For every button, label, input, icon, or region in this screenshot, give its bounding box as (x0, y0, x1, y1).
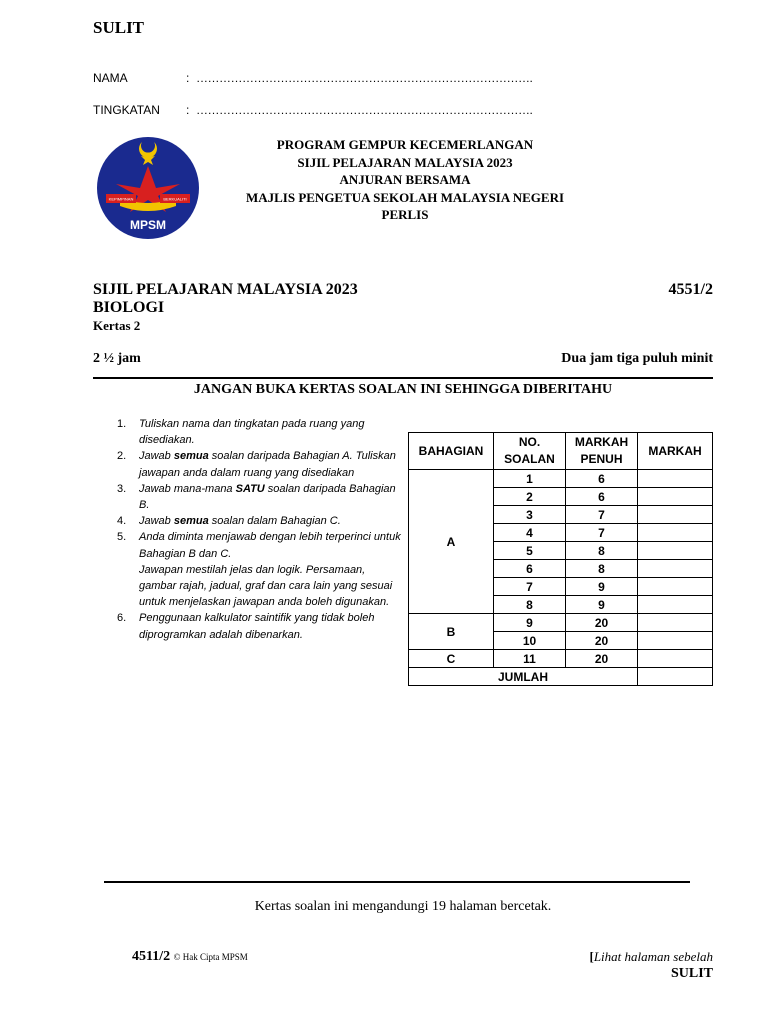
marks-input-cell[interactable] (638, 632, 713, 650)
logo-banner-right: BERKUALITI (163, 196, 187, 202)
instruction-number: 6. (117, 612, 127, 625)
question-number: 6 (494, 560, 566, 578)
program-line: PERLIS (381, 207, 429, 222)
header-markah-penuh (566, 433, 638, 470)
next-page-text: Lihat halaman sebelah (593, 949, 713, 964)
warning-banner: JANGAN BUKA KERTAS SOALAN INI SEHINGGA DIBERITAHU (193, 382, 613, 397)
total-marks-cell[interactable] (638, 668, 713, 686)
full-marks: 7 (566, 506, 638, 524)
instruction-text: Tuliskan nama dan tingkatan pada ruang yang disediakan. (139, 418, 365, 447)
marks-input-cell[interactable] (638, 596, 713, 614)
instruction-emphasis: SATU (235, 482, 265, 495)
next-page-note (589, 949, 713, 965)
question-number: 2 (494, 488, 566, 506)
section-a-cell: A (409, 470, 494, 614)
marks-input-cell[interactable] (638, 542, 713, 560)
question-number: 4 (494, 524, 566, 542)
instruction-number: 3. (117, 482, 127, 495)
marks-table (408, 432, 713, 686)
header-markah: MARKAH (638, 433, 713, 470)
full-marks: 20 (566, 632, 638, 650)
instruction-item (117, 448, 402, 480)
table-row (409, 614, 713, 632)
form-field-colon: : (186, 103, 190, 117)
marks-input-cell[interactable] (638, 470, 713, 488)
total-label: JUMLAH (409, 668, 638, 686)
full-marks: 20 (566, 614, 638, 632)
question-number: 11 (494, 650, 566, 668)
divider-line (93, 377, 713, 379)
name-field-blank[interactable]: ……………………………………………………………………………. (196, 71, 533, 85)
exam-duration-words: Dua jam tiga puluh minit (561, 351, 713, 366)
form-field-blank[interactable]: ……………………………………………………………………………. (196, 103, 533, 117)
header-text: MARKAH (574, 435, 629, 449)
instruction-text: Jawab mana-mana (139, 482, 236, 495)
logo-acronym: MPSM (130, 218, 166, 232)
question-number: 8 (494, 596, 566, 614)
program-line: ANJURAN BERSAMA (339, 172, 471, 187)
instruction-text: soalan dalam Bahagian C. (208, 515, 341, 528)
next-page-bracket: [ (589, 949, 594, 964)
marks-input-cell[interactable] (638, 614, 713, 632)
footer-paper-code: 4511/2 (132, 949, 171, 964)
full-marks: 6 (566, 470, 638, 488)
header-bahagian: BAHAGIAN (409, 433, 494, 470)
header-text: SOALAN (504, 452, 555, 466)
full-marks: 7 (566, 524, 638, 542)
footer-code (132, 949, 248, 965)
mpsm-logo (96, 136, 200, 240)
full-marks: 8 (566, 542, 638, 560)
page-count-note: Kertas soalan ini mengandungi 19 halaman bercetak. (254, 899, 552, 914)
instruction-text: Jawapan mestilah jelas dan logik. Persamaan, gambar rajah, jadual, graf dan cara lain yang sesuai untuk menjelaskan jawapan anda boleh digunakan. (139, 563, 393, 609)
section-c-cell: C (409, 650, 494, 668)
marks-input-cell[interactable] (638, 488, 713, 506)
instruction-emphasis: semua (173, 515, 209, 528)
footer-divider (104, 881, 690, 883)
instruction-item (117, 416, 402, 448)
question-number: 9 (494, 614, 566, 632)
name-field-colon: : (186, 71, 190, 85)
sulit-header: SULIT (93, 18, 145, 37)
program-heading (210, 136, 600, 224)
table-row (409, 470, 713, 488)
instruction-item (117, 513, 402, 529)
instruction-item (117, 481, 402, 513)
name-field-label: NAMA (93, 71, 128, 85)
full-marks: 9 (566, 596, 638, 614)
question-number: 1 (494, 470, 566, 488)
instruction-emphasis: semua (173, 450, 209, 463)
question-number: 7 (494, 578, 566, 596)
table-row (409, 650, 713, 668)
instruction-number: 5. (117, 531, 127, 544)
logo-banner-left: KEPIMPINAN (108, 196, 134, 202)
instruction-text: Jawab (139, 515, 174, 528)
marks-input-cell[interactable] (638, 506, 713, 524)
program-line: SIJIL PELAJARAN MALAYSIA 2023 (297, 154, 513, 170)
question-number: 3 (494, 506, 566, 524)
exam-paper: Kertas 2 (93, 318, 141, 333)
exam-code: 4551/2 (668, 281, 713, 298)
full-marks: 9 (566, 578, 638, 596)
instruction-number: 4. (117, 515, 127, 528)
full-marks: 8 (566, 560, 638, 578)
exam-subject: BIOLOGI (93, 299, 165, 316)
header-text: NO. (518, 435, 541, 449)
footer-copyright: © Hak Cipta MPSM (173, 952, 248, 962)
instruction-text: Anda diminta menjawab dengan lebih terperinci untuk Bahagian B dan C. (139, 531, 401, 560)
program-line: PROGRAM GEMPUR KECEMERLANGAN (276, 137, 534, 152)
table-header-row (409, 433, 713, 470)
header-no-soalan (494, 433, 566, 470)
instruction-text: soalan daripada Bahagian A. Tuliskan jawapan anda dalam ruang yang disediakan (139, 450, 396, 479)
sulit-footer: SULIT (670, 966, 713, 981)
marks-input-cell[interactable] (638, 560, 713, 578)
marks-input-cell[interactable] (638, 578, 713, 596)
instruction-text: Penggunaan kalkulator saintifik yang tidak boleh diprogramkan adalah dibenarkan. (139, 612, 375, 641)
form-field-label: TINGKATAN (93, 103, 160, 117)
question-number: 5 (494, 542, 566, 560)
instruction-text: Jawab (139, 450, 174, 463)
instruction-number: 2. (117, 450, 127, 463)
exam-title: SIJIL PELAJARAN MALAYSIA 2023 (93, 281, 358, 298)
section-b-cell: B (409, 614, 494, 650)
header-text: PENUH (580, 452, 623, 466)
exam-duration: 2 ½ jam (93, 351, 141, 366)
instructions-list (117, 416, 402, 643)
marks-input-cell[interactable] (638, 650, 713, 668)
instruction-number: 1. (117, 418, 127, 430)
instruction-text: soalan daripada Bahagian B. (139, 482, 396, 512)
instruction-item (117, 610, 402, 642)
marks-input-cell[interactable] (638, 524, 713, 542)
instruction-item (117, 529, 402, 610)
question-number: 10 (494, 632, 566, 650)
full-marks: 20 (566, 650, 638, 668)
program-line: MAJLIS PENGETUA SEKOLAH MALAYSIA NEGERI (245, 189, 565, 205)
full-marks: 6 (566, 488, 638, 506)
table-total-row (409, 668, 713, 686)
